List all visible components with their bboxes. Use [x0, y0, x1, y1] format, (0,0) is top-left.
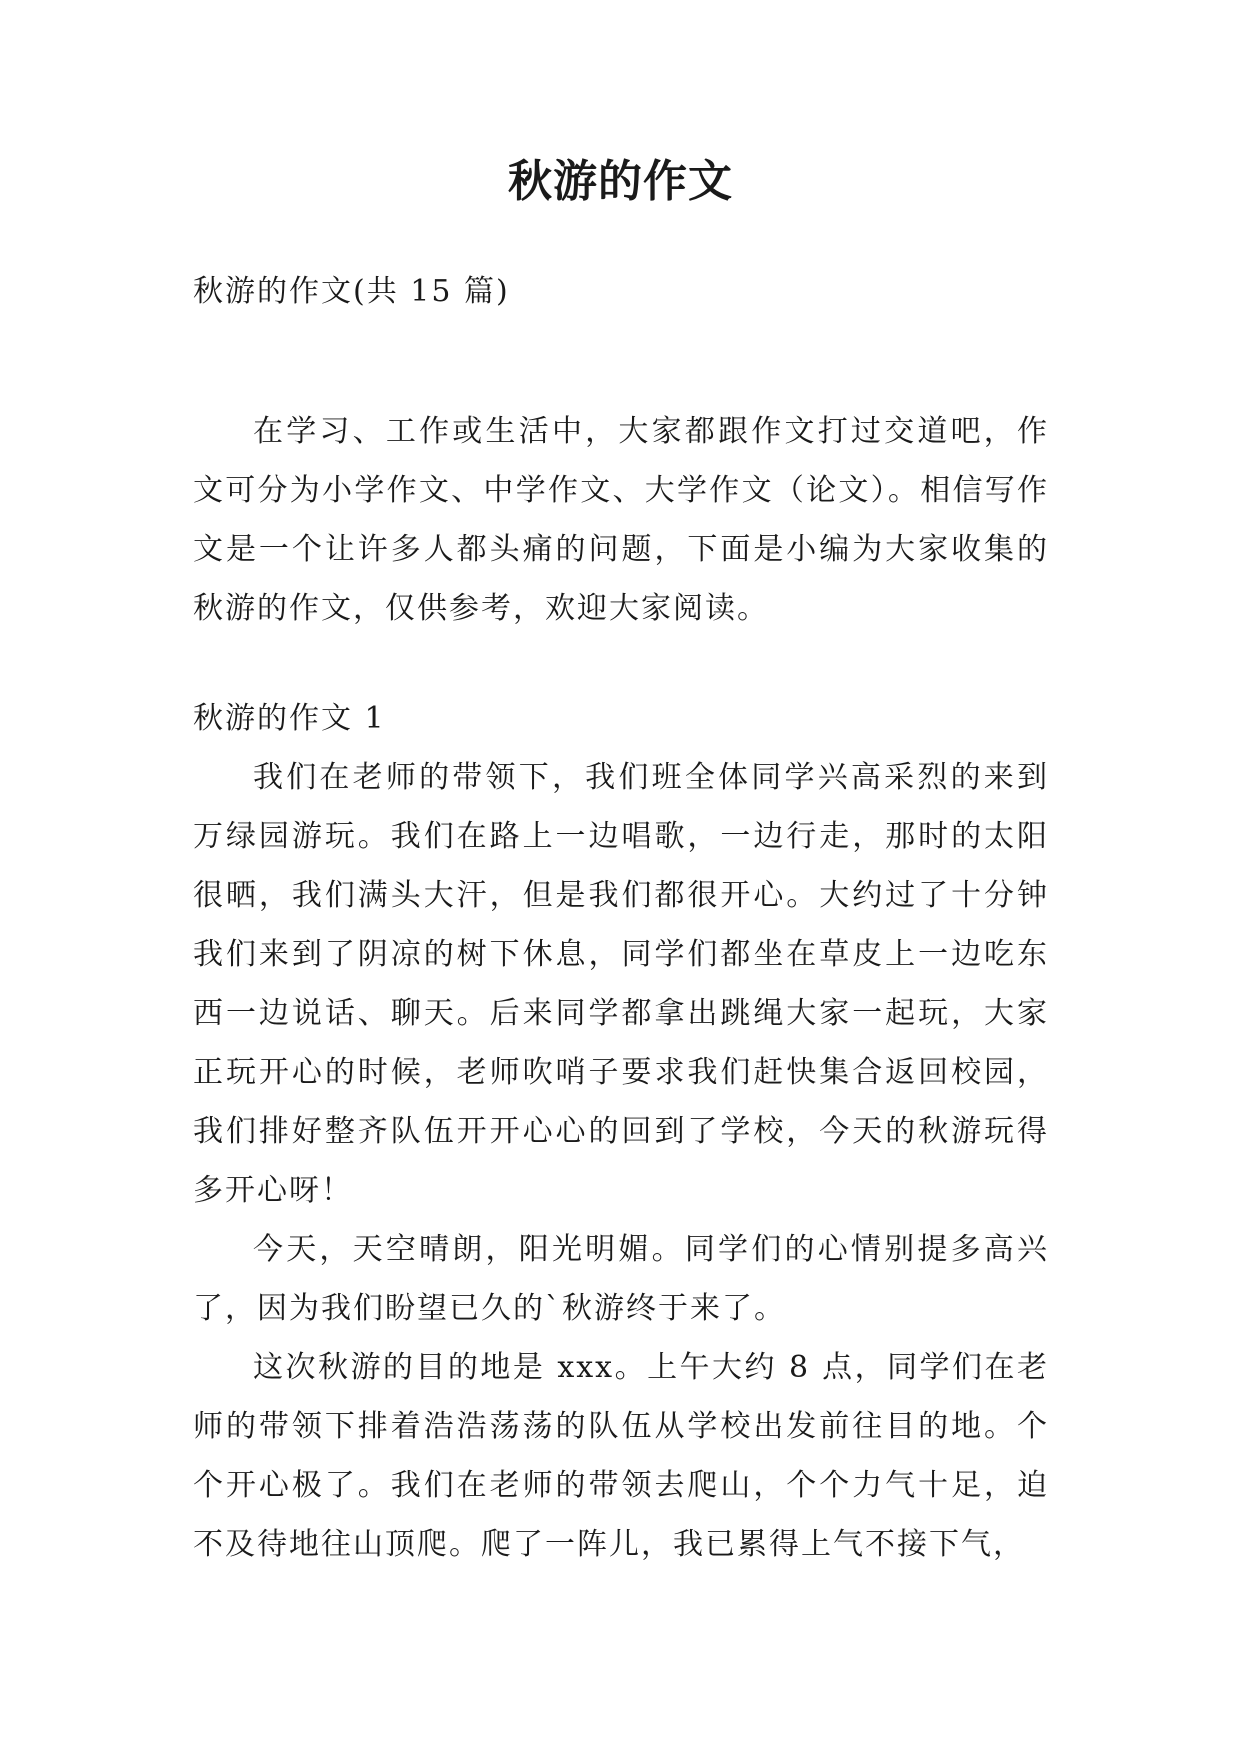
- section-heading: 秋游的作文 1: [193, 701, 386, 736]
- document-title: 秋游的作文: [508, 156, 733, 207]
- body-paragraph: 今天，天空晴朗，阳光明媚。同学们的心情别提多高兴了，因为我们盼望已久的`秋游终于来了。: [193, 1232, 1049, 1326]
- section-body: [193, 748, 1049, 1574]
- document-subtitle: 秋游的作文(共 15 篇): [193, 274, 510, 309]
- body-paragraph: 我们在老师的带领下，我们班全体同学兴高采烈的来到万绿园游玩。我们在路上一边唱歌，一边行走，那时的太阳很晒，我们满头大汗，但是我们都很开心。大约过了十分钟我们来到了阴凉的树下休息，同学们都坐在草皮上一边吃东西一边说话、聊天。后来同学都拿出跳绳大家一起玩，大家正玩开心的时候，老师吹哨子要求我们赶快集合返回校园，我们排好整齐队伍开开心心的回到了学校，今天的秋游玩得多开心呀！: [193, 760, 1049, 1208]
- intro-paragraph: 在学习、工作或生活中，大家都跟作文打过交道吧，作文可分为小学作文、中学作文、大学作文（论文）。相信写作文是一个让许多人都头痛的问题，下面是小编为大家收集的秋游的作文，仅供参考，欢迎大家阅读。: [193, 414, 1049, 626]
- body-paragraph: 这次秋游的目的地是 xxx。上午大约 8 点，同学们在老师的带领下排着浩浩荡荡的队伍从学校出发前往目的地。个个开心极了。我们在老师的带领去爬山，个个力气十足，迫不及待地往山顶爬。爬了一阵儿，我已累得上气不接下气，: [193, 1350, 1049, 1562]
